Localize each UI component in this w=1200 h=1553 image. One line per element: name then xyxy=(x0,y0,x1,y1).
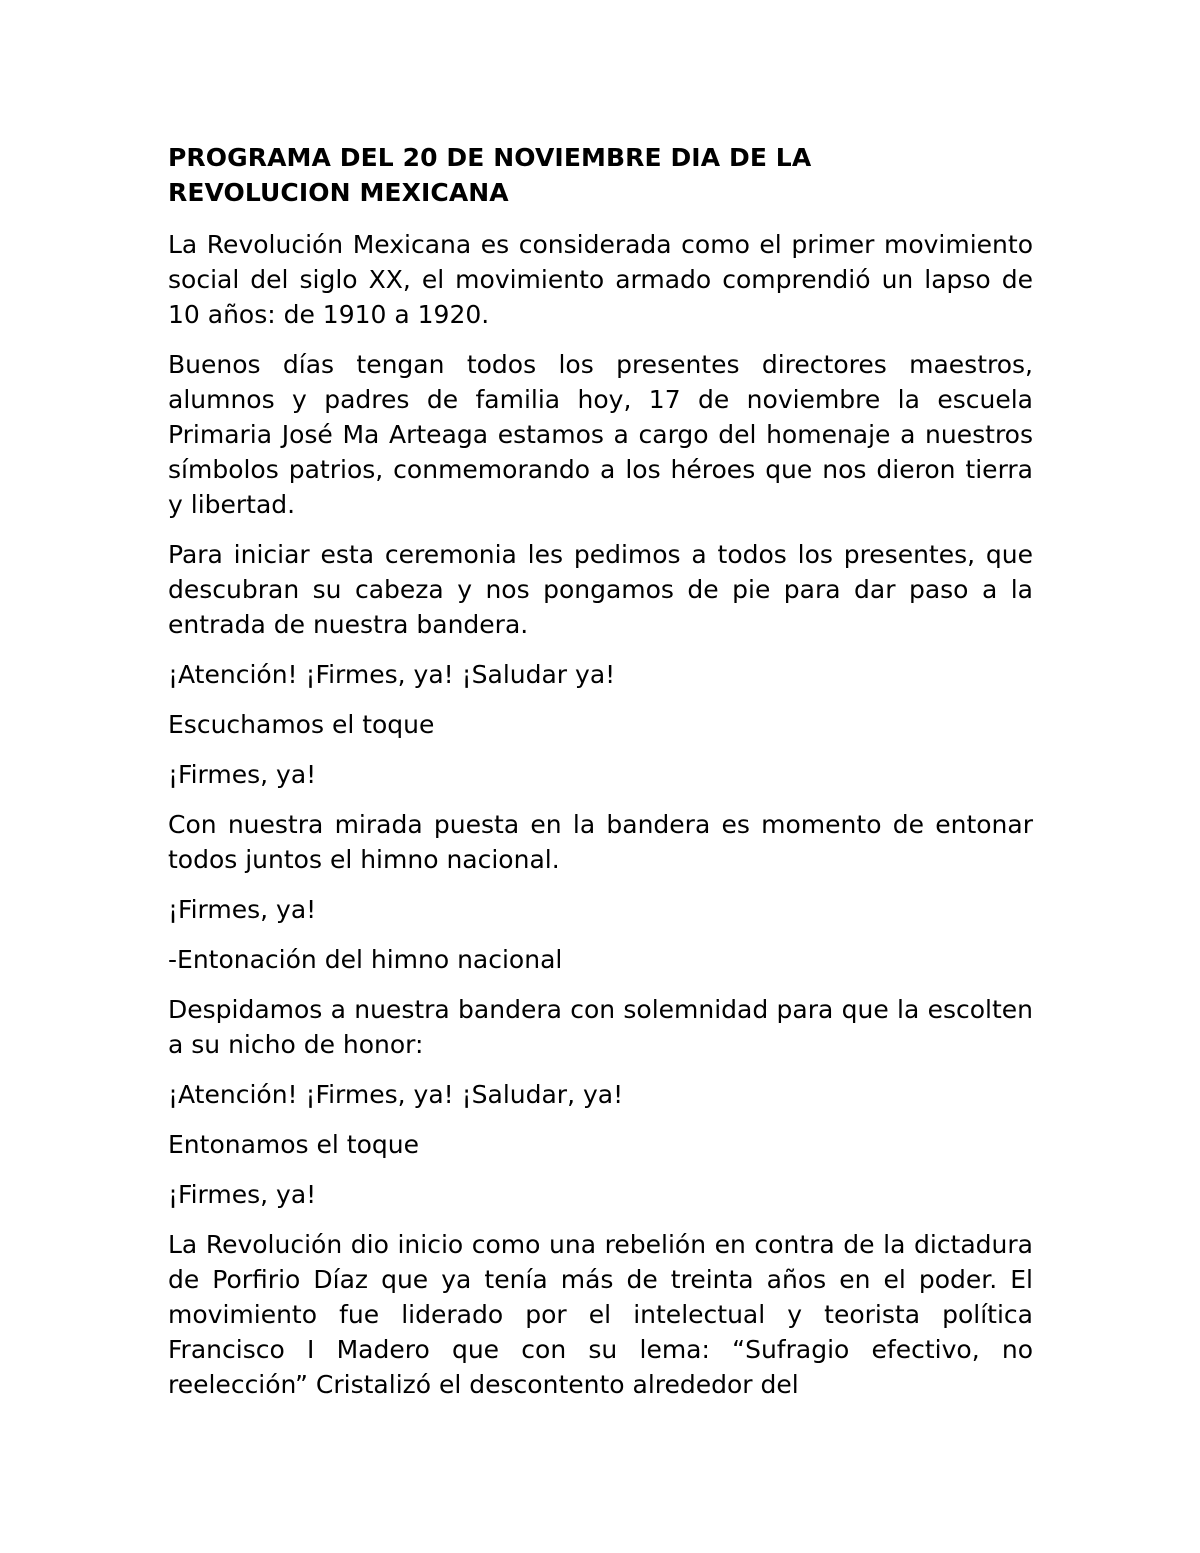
paragraph-toque: Escuchamos el toque xyxy=(168,710,435,739)
paragraph-himno-intro: Con nuestra mirada puesta en la bandera es momento de entonar todos juntos el himno nacional. xyxy=(168,810,1033,874)
paragraph-ceremony-start: Para iniciar esta ceremonia les pedimos a todos los presentes, que descubran su cabeza y nos pongamos de pie para dar paso a la entrada de nuestra bandera. xyxy=(168,540,1033,639)
paragraph-command: ¡Atención! ¡Firmes, ya! ¡Saludar ya! xyxy=(168,660,616,689)
paragraph-command: ¡Firmes, ya! xyxy=(168,895,317,924)
paragraph-command: ¡Firmes, ya! xyxy=(168,1180,317,1209)
paragraph-himno: -Entonación del himno nacional xyxy=(168,945,563,974)
document-body xyxy=(168,140,1033,1417)
paragraph-command: ¡Atención! ¡Firmes, ya! ¡Saludar, ya! xyxy=(168,1080,624,1109)
document-title-line-2: REVOLUCION MEXICANA xyxy=(168,178,509,207)
document-title xyxy=(168,140,1033,210)
document-title-line-1: PROGRAMA DEL 20 DE NOVIEMBRE DIA DE LA xyxy=(168,143,812,172)
paragraph-toque: Entonamos el toque xyxy=(168,1130,419,1159)
paragraph-history: La Revolución dio inicio como una rebelión en contra de la dictadura de Porfirio Díaz que ya tenía más de treinta años en el poder. El movimiento fue liderado por el intelectual y teorista política Francisco I Madero que con su lema: “Sufragio efectivo, no reelección” Cristalizó el descontento alrededor del xyxy=(168,1230,1033,1399)
paragraph-command: ¡Firmes, ya! xyxy=(168,760,317,789)
paragraph-intro: La Revolución Mexicana es considerada como el primer movimiento social del siglo XX, el movimiento armado comprendió un lapso de 10 años: de 1910 a 1920. xyxy=(168,230,1033,329)
paragraph-farewell: Despidamos a nuestra bandera con solemnidad para que la escolten a su nicho de honor: xyxy=(168,995,1033,1059)
paragraph-greeting: Buenos días tengan todos los presentes directores maestros, alumnos y padres de familia hoy, 17 de noviembre la escuela Primaria José Ma Arteaga estamos a cargo del homenaje a nuestros símbolos patrios, conmemorando a los héroes que nos dieron tierra y libertad. xyxy=(168,350,1033,519)
